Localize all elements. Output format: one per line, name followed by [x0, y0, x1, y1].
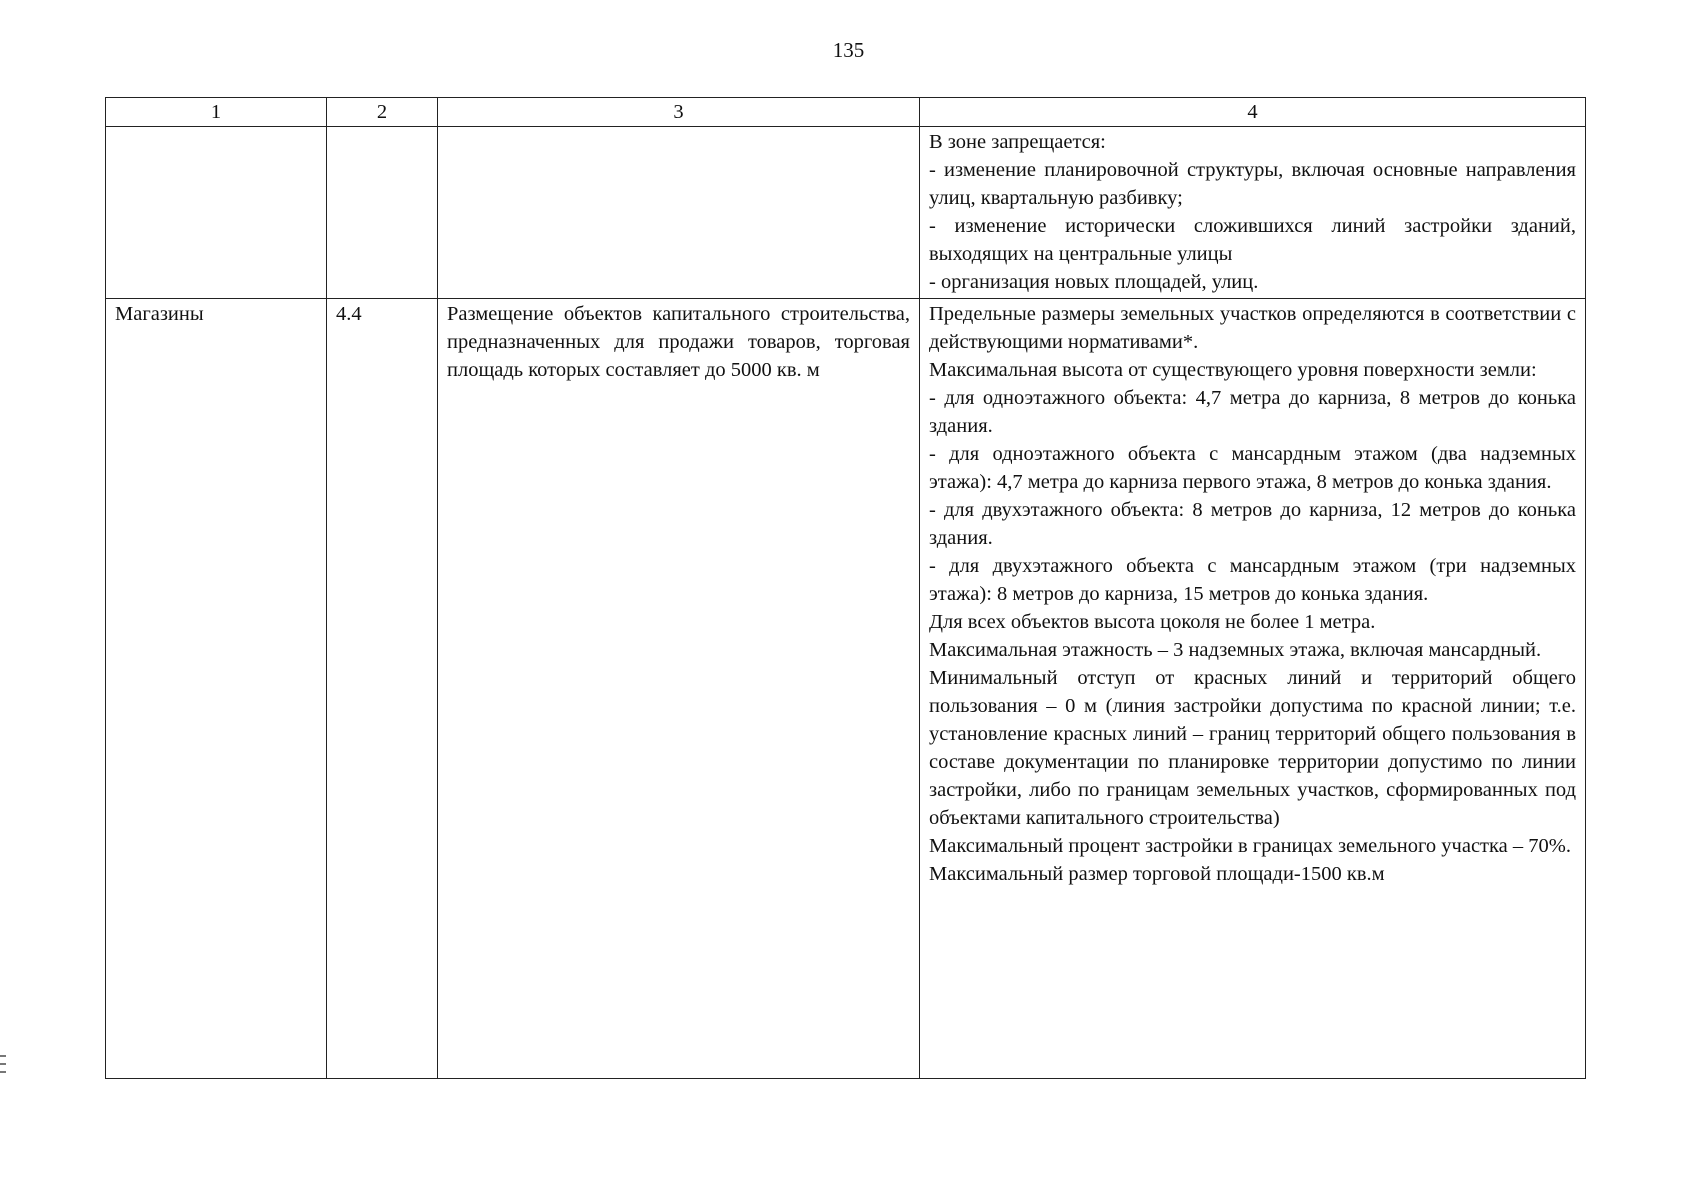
parameter-paragraph: Для всех объектов высота цоколя не более 1 метра.: [929, 611, 1376, 633]
parameter-paragraph: - для двухэтажного объекта: 8 метров до карниза, 12 метров до конька здания.: [929, 499, 1576, 549]
row2-use-name: Магазины: [106, 299, 327, 1079]
parameter-paragraph: Максимальный размер торговой площади-1500 кв.м: [929, 863, 1385, 885]
parameter-paragraph: - для двухэтажного объекта с мансардным этажом (три надземных этажа): 8 метров до карниза, 15 метров до конька здания.: [929, 555, 1576, 605]
parameter-paragraph: Максимальный процент застройки в границах земельного участка – 70%.: [929, 835, 1571, 857]
row1-parameters: [920, 127, 1586, 299]
parameter-paragraph: - для одноэтажного объекта с мансардным этажом (два надземных этажа): 4,7 метра до карниза первого этажа, 8 метров до конька здания.: [929, 443, 1576, 493]
parameter-paragraph: Минимальный отступ от красных линий и территорий общего пользования – 0 м (линия застройки допустима по красной линии; т.е. установление красных линий – границ территорий общего пользования в составе документации по планировке территории допустимо по линии застройки, либо по границам земельных участков, сформированных под объектами капитального строительства): [929, 667, 1576, 829]
restriction-item: - изменение планировочной структуры, включая основные направления улиц, квартальную разбивку;: [929, 159, 1576, 209]
table-header-row: [106, 98, 1586, 127]
regulations-table: [105, 97, 1586, 1079]
column-header-4: 4: [920, 98, 1586, 127]
row2-parameters: [920, 299, 1586, 1079]
page-number: 135: [832, 38, 865, 62]
row2-description: Размещение объектов капитального строительства, предназначенных для продажи товаров, торговая площадь которых составляет до 5000 кв. м: [438, 299, 920, 1079]
table-row: [106, 127, 1586, 299]
restriction-item: - организация новых площадей, улиц.: [929, 271, 1259, 293]
parameter-paragraph: - для одноэтажного объекта: 4,7 метра до карниза, 8 метров до конька здания.: [929, 387, 1576, 437]
table-row: [106, 299, 1586, 1079]
restriction-heading: В зоне запрещается:: [929, 131, 1106, 153]
scan-mark: [0, 1063, 6, 1065]
scan-mark: [0, 1071, 6, 1073]
parameter-paragraph: Предельные размеры земельных участков определяются в соответствии с действующими нормативами*.: [929, 303, 1576, 353]
row1-use-name: [106, 127, 327, 299]
scan-margin-marks: [0, 1055, 6, 1079]
scan-mark: [0, 1055, 6, 1057]
row1-code: [327, 127, 438, 299]
column-header-2: 2: [327, 98, 438, 127]
column-header-3: 3: [438, 98, 920, 127]
row1-description: [438, 127, 920, 299]
parameter-paragraph: Максимальная этажность – 3 надземных этажа, включая мансардный.: [929, 639, 1542, 661]
parameter-paragraph: Максимальная высота от существующего уровня поверхности земли:: [929, 359, 1537, 381]
column-header-1: 1: [106, 98, 327, 127]
restriction-item: - изменение исторически сложившихся линий застройки зданий, выходящих на центральные улицы: [929, 215, 1576, 265]
row2-code: 4.4: [327, 299, 438, 1079]
